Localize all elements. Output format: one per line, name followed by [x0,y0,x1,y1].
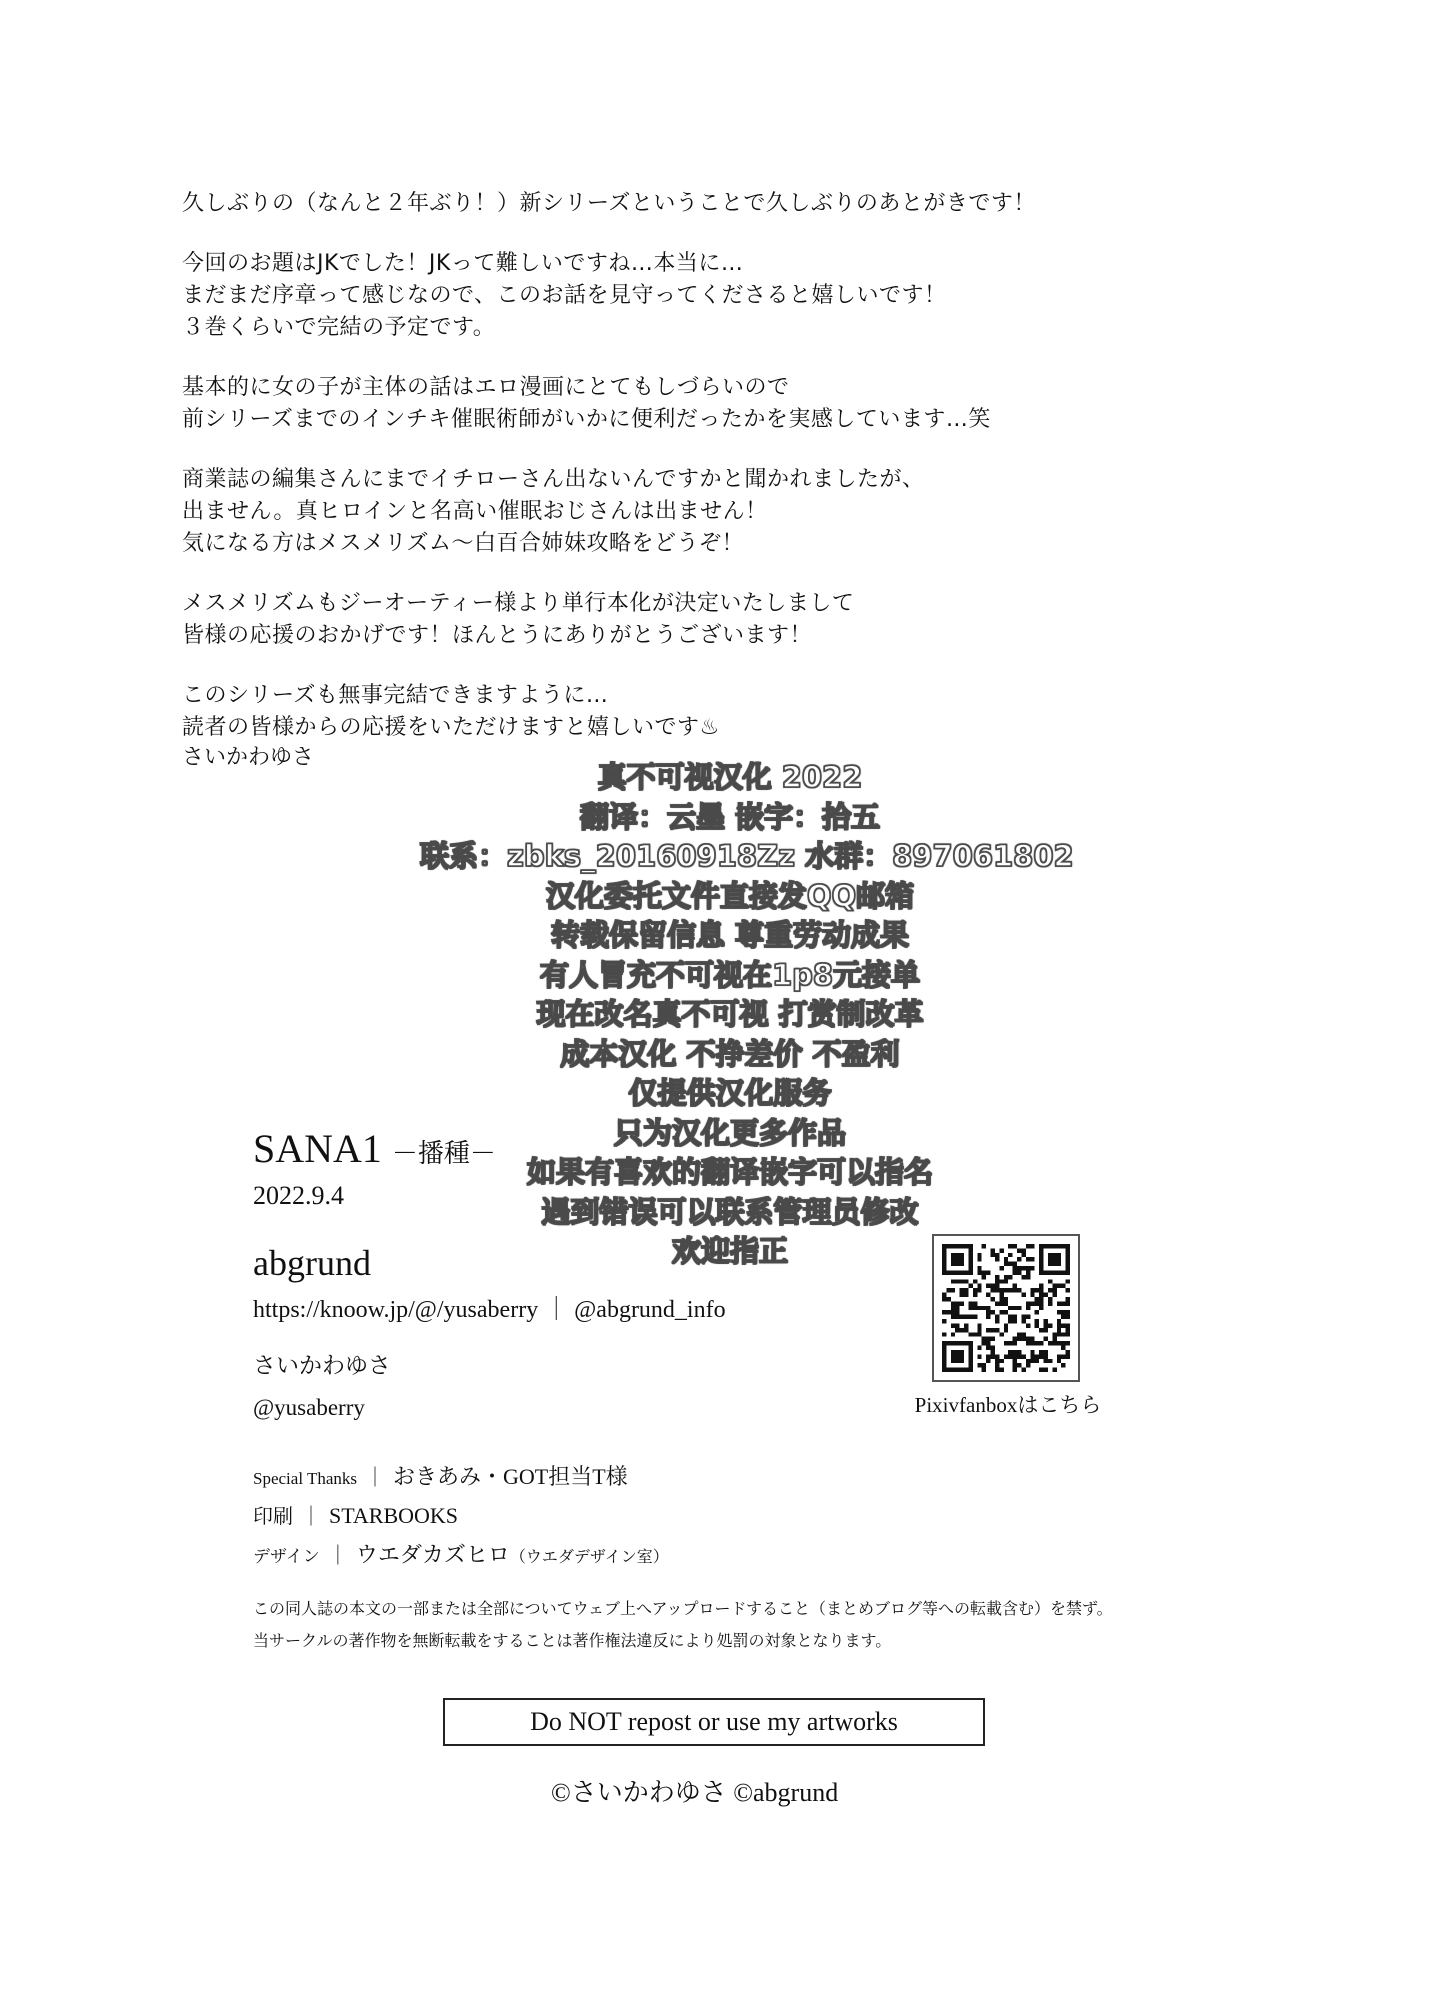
book-title-line [253,1126,726,1177]
scan-credit-line: 只为汉化更多作品 [613,1115,846,1150]
scan-credit-line: 现在改名真不可视 打赏制改革 [536,997,924,1031]
afterword-line: 出ません。真ヒロインと名高い催眠おじさんは出ません！ [182,499,768,524]
scan-credit-line: 真不可视汉化 2022 [597,760,863,794]
book-title: SANA1 [253,1126,382,1171]
qr-code-icon [942,1244,1070,1372]
credit-value-design [356,1542,669,1567]
copyright-notice [253,1594,1113,1658]
afterword-line: 読者の皆様からの応援をいただけますと嬉しいです♨ [182,715,720,740]
credit-separator: ｜ [301,1506,321,1528]
scan-credit-line: 欢迎指正 [671,1234,788,1268]
credit-separator: ｜ [365,1467,386,1489]
afterword [182,188,1332,772]
credit-label-thanks: Special Thanks [253,1469,358,1488]
author-handle: @yusaberry [253,1395,365,1420]
afterword-paragraph [182,464,1332,560]
credit-row-print [253,1498,726,1537]
scan-credit-line: 仅提供汉化服务 [628,1076,832,1110]
afterword-line: 基本的に女の子が主体の話はエロ漫画にとてもしづらいので [182,375,790,400]
qr-code-link[interactable] [932,1234,1080,1382]
scan-credit-line: 成本汉化 不挣差价 不盈利 [560,1036,900,1071]
credit-row-thanks [253,1459,726,1498]
author-name: さいかわゆさ [253,1353,391,1378]
afterword-line: 今回のお題はJKでした！JKって難しいですね…本当に… [182,251,744,276]
afterword-signature: さいかわゆさ [182,745,315,770]
scan-credit-line: 遇到错误可以联系管理员修改 [541,1194,919,1229]
afterword-line: 皆様の応援のおかげです！ほんとうにありがとうございます！ [182,623,813,648]
credit-separator: ｜ [327,1545,348,1567]
afterword-paragraph [182,248,1332,344]
circle-name: abgrund [253,1243,371,1283]
afterword-line: このシリーズも無事完結できますように… [182,683,609,708]
scan-credit-line: 联系：zbks_20160918Zz 水群：897061802 [420,839,1074,873]
credits [253,1459,726,1576]
credit-value-print: STARBOOKS [329,1503,459,1528]
credit-row-design [253,1537,726,1576]
credit-label-print: 印刷 [253,1506,293,1528]
scan-credit-line: 汉化委托文件直接发QQ邮箱 [545,878,915,913]
afterword-line: まだまだ序章って感じなので、このお話を見守ってくださると嬉しいです！ [182,283,947,308]
publication-date: 2022.9.4 [253,1181,344,1210]
afterword-paragraph [182,372,1332,436]
copyright: ©さいかわゆさ ©abgrund [551,1778,839,1807]
colophon [253,1126,726,1576]
afterword-line: 前シリーズまでのインチキ催眠術師がいかに便利だったかを実感しています…笑 [182,407,991,432]
scan-credit-line: 有人冒充不可视在1p8元接单 [539,957,921,992]
afterword-line: 商業誌の編集さんにまでイチローさん出ないんですかと聞かれましたが、 [182,467,925,492]
scan-credit-line: 如果有喜欢的翻译嵌字可以指名 [526,1155,933,1189]
credit-value-thanks: おきあみ・GOT担当T様 [393,1464,628,1489]
design-studio: （ウエダデザイン室） [509,1549,669,1566]
book-subtitle: －播種－ [391,1139,496,1168]
notice-line-2: 当サークルの著作物を無断転載をすることは著作権法違反により処罰の対象となります。 [253,1633,892,1650]
afterword-paragraph [182,588,1332,652]
credit-label-design: デザイン [253,1547,320,1566]
scan-credit-line: 翻译：云墨 嵌字：拾五 [579,799,881,834]
afterword-line: メスメリズムもジーオーティー様より単行本化が決定いたしまして [182,591,855,616]
afterword-paragraph [182,680,1332,744]
notice-line-1: この同人誌の本文の一部または全部についてウェブ上へアップロードすること（まとめブログ等への転載含む）を禁ず。 [253,1601,1113,1618]
afterword-paragraph [182,188,1332,220]
afterword-line: 久しぶりの（なんと２年ぶり！）新シリーズということで久しぶりのあとがきです！ [182,191,1036,216]
repost-warning: Do NOT repost or use my artworks [443,1698,985,1746]
scan-credit-line: 转载保留信息 尊重劳动成果 [550,918,910,952]
afterword-line: ３巻くらいで完結の予定です。 [182,315,496,340]
afterword-line: 気になる方はメスメリズム～白百合姉妹攻略をどうぞ！ [182,531,745,556]
designer-name: ウエダカズヒロ [355,1542,510,1567]
circle-links: https://knoow.jp/@/yusaberry ｜ @abgrund_info [253,1297,726,1323]
qr-caption: Pixivfanboxはこちら [914,1393,1102,1417]
